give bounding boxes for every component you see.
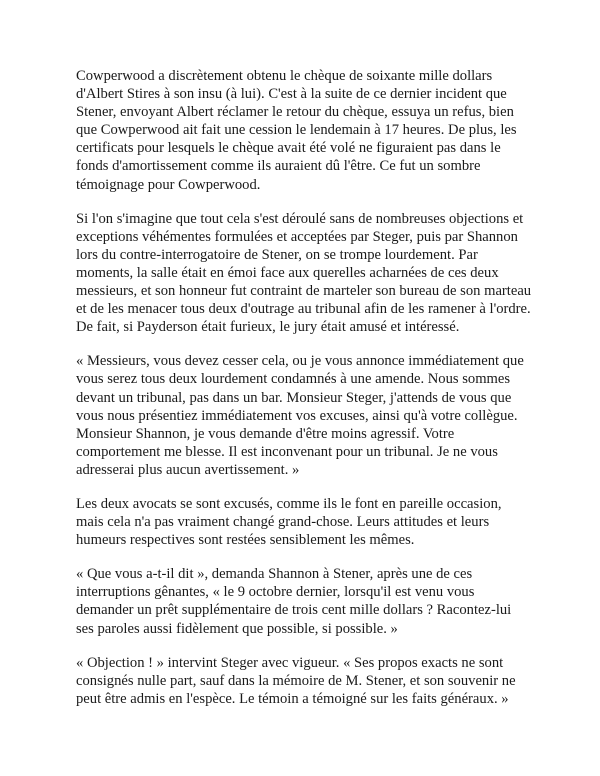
paragraph: « Que vous a-t-il dit », demanda Shannon à Stener, après une de ces interruptions gênantes, « le 9 octobre dernier, lorsqu'il est venu vous demander un prêt supplémentaire de trois cent mille dollars ? Racontez-lui ses paroles aussi fidèlement que possible, si possible. » [76, 566, 512, 637]
paragraph: Cowperwood a discrètement obtenu le chèque de soixante mille dollars d'Albert Stires à son insu (à lui). C'est à la suite de ce dernier incident que Stener, envoyant Albert réclamer le retour du chèque, essuya un refus, bien que Cowperwood ait fait une cession le lendemain à 17 heures. De plus, les certificats pour lesquels le chèque avait été volé ne figuraient pas dans le fonds d'amortissement comme ils auraient dû l'être. Ce fut un sombre témoignage pour Cowperwood. [76, 68, 517, 193]
document-body [76, 67, 532, 724]
paragraph: « Messieurs, vous devez cesser cela, ou je vous annonce immédiatement que vous serez tous deux lourdement condamnés à une amende. Nous sommes devant un tribunal, pas dans un bar. Monsieur Steger, j'attends de vous que vous nous présentiez immédiatement vos excuses, ainsi qu'à votre collègue. Monsieur Shannon, je vous demande d'être moins agressif. Votre comportement me blesse. Il est inconvenant pour un tribunal. Je ne vous adresserai plus aucun avertissement. » [76, 353, 524, 478]
paragraph: « Objection ! » intervint Steger avec vigueur. « Ses propos exacts ne sont consignés nulle part, sauf dans la mémoire de M. Stener, et son souvenir ne peut être admis en l'espèce. Le témoin a témoigné sur les faits généraux. » [76, 654, 516, 707]
paragraph: Les deux avocats se sont excusés, comme ils le font en pareille occasion, mais cela n'a pas vraiment changé grand-chose. Leurs attitudes et leurs humeurs respectives sont restées sensiblement les mêmes. [76, 495, 502, 549]
paragraph: Si l'on s'imagine que tout cela s'est déroulé sans de nombreuses objections et exceptions véhémentes formulées et acceptées par Steger, puis par Shannon lors du contre-interrogatoire de Stener, on se trompe lourdement. Par moments, la salle était en émoi face aux querelles acharnées de ces deux messieurs, et son honneur fut contraint de marteler son bureau de son marteau et de les menacer tous deux d'outrage au tribunal afin de les ramener à l'ordre. De fait, si Payderson était furieux, le jury était amusé et intéressé. [76, 210, 532, 336]
